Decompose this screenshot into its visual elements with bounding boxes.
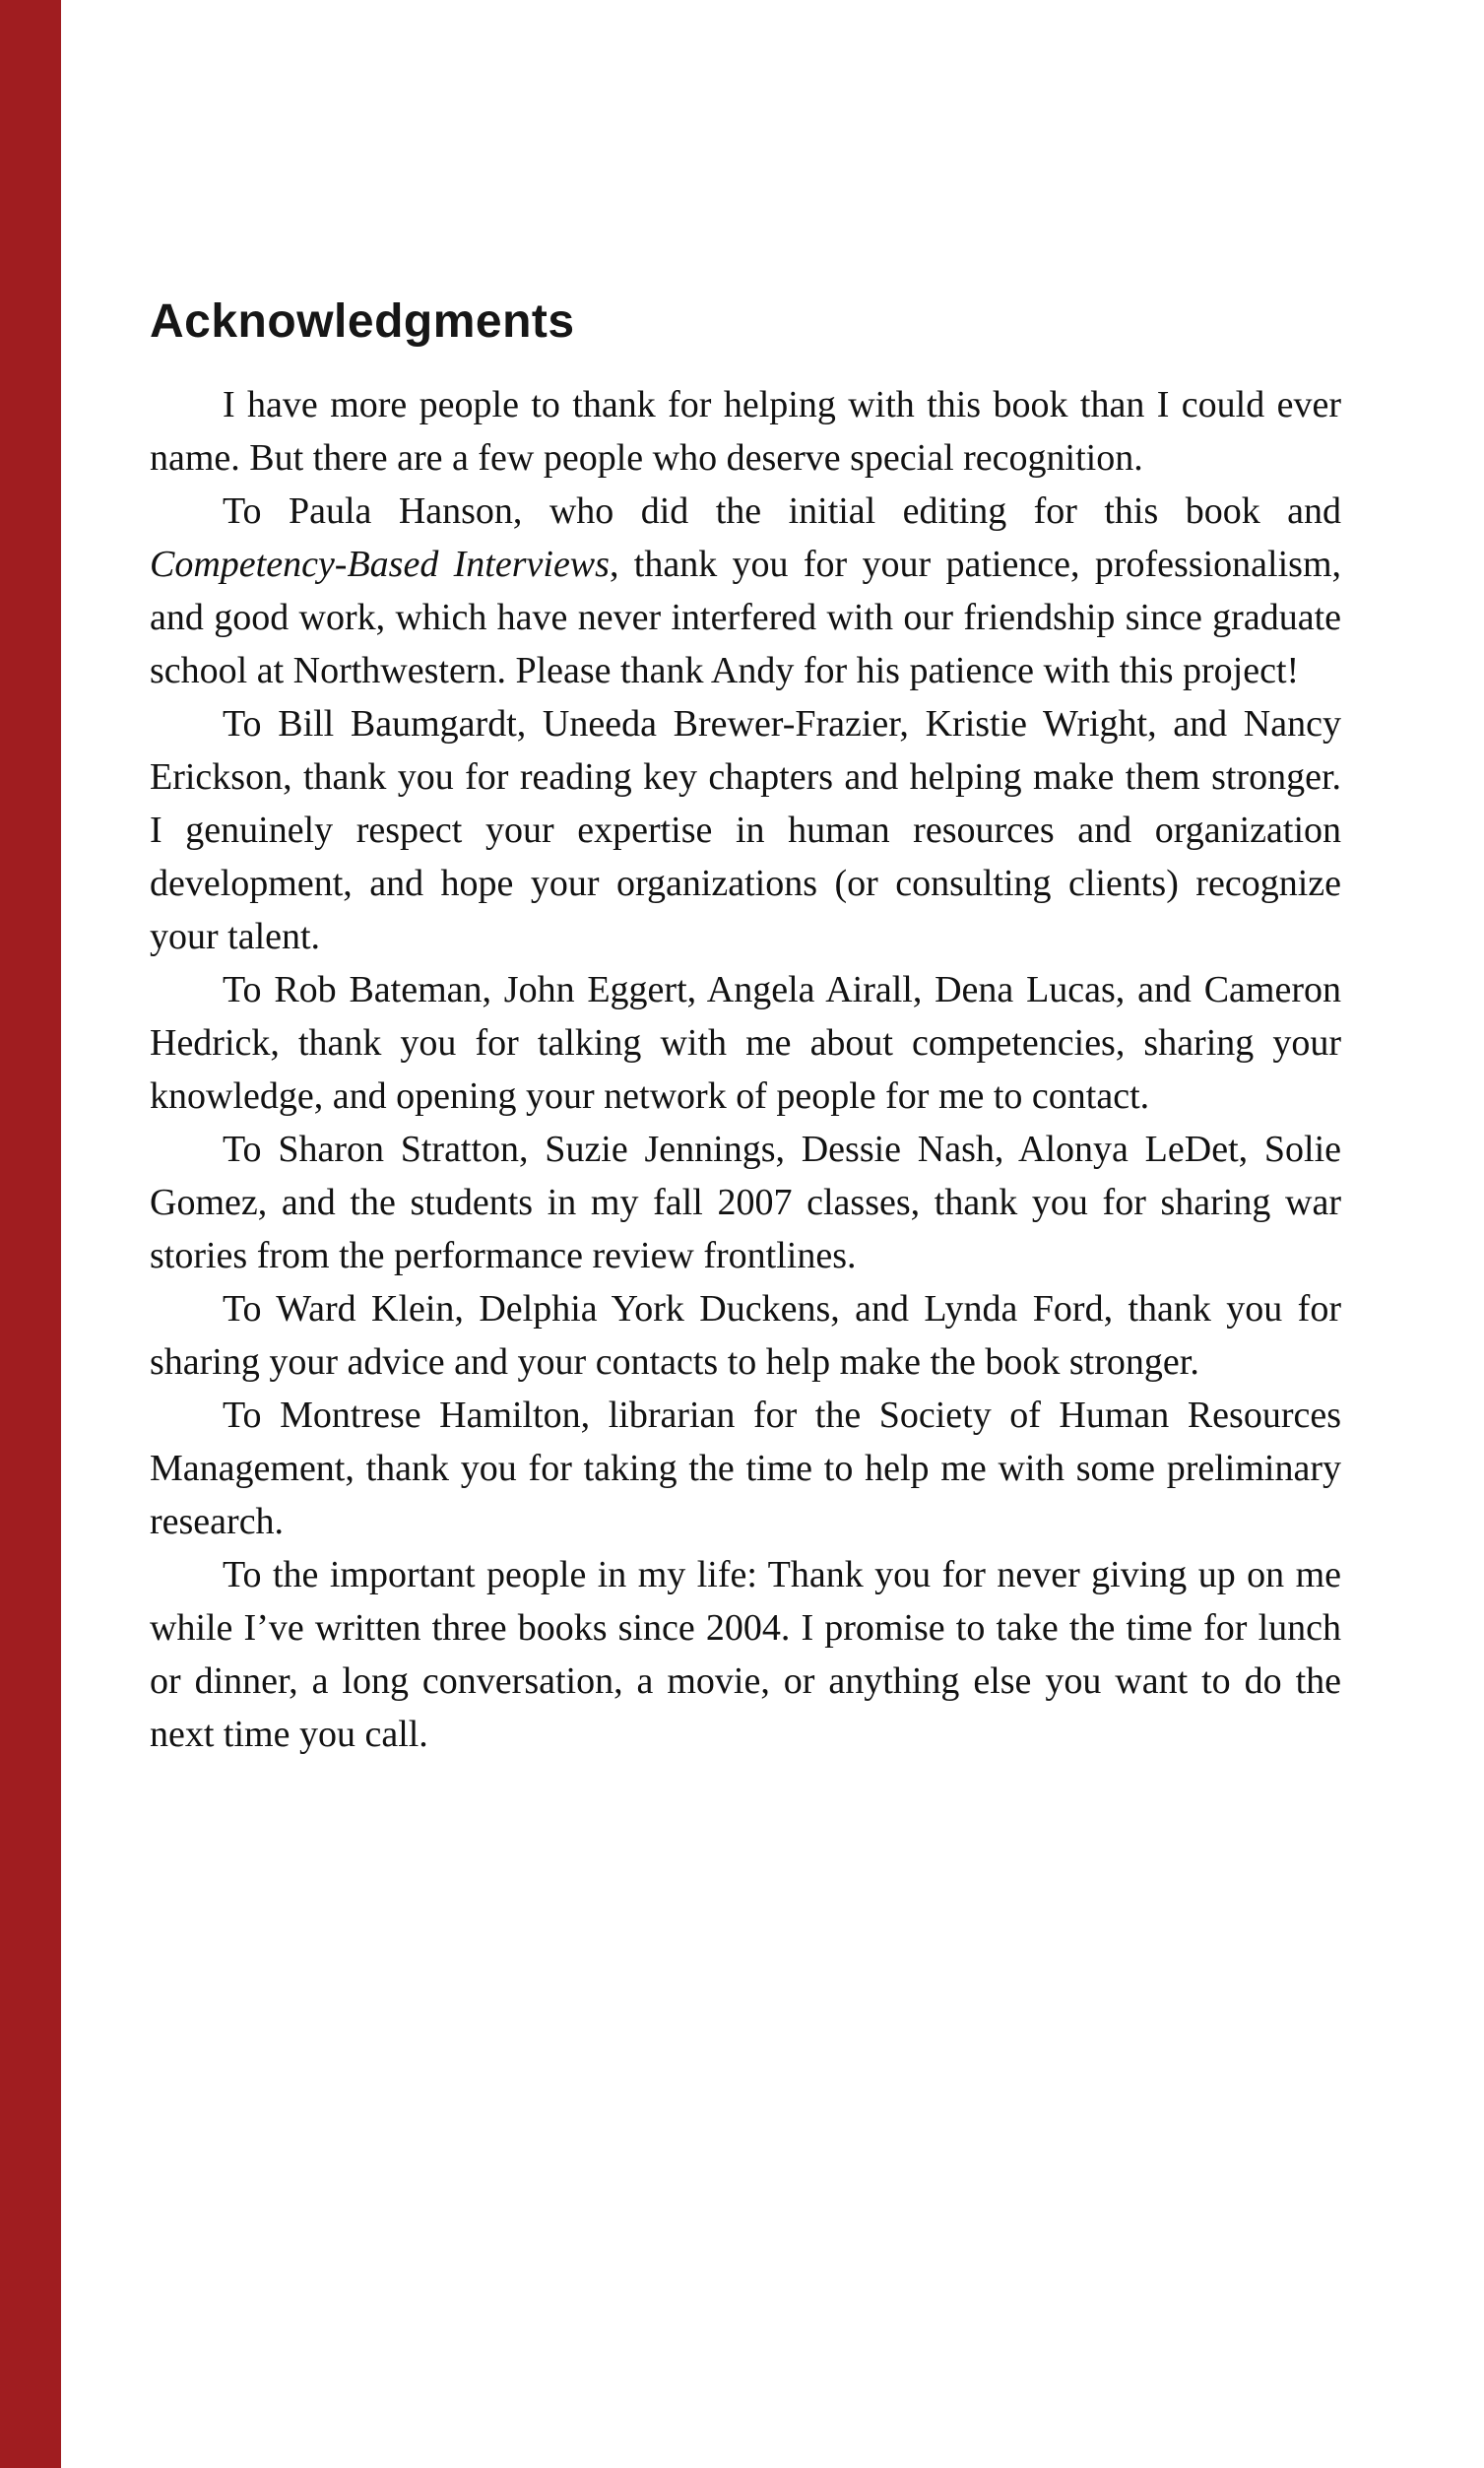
page-title: Acknowledgments — [150, 295, 575, 348]
paragraph — [150, 485, 1341, 697]
text-run: To Sharon Stratton, Suzie Jennings, Dessie Nash, Alonya LeDet, Solie Gomez, and the students in my fall 2007 classes, thank you for sharing war stories from the performance review frontlines. — [150, 1129, 1341, 1276]
text-run: I have more people to thank for helping with this book than I could ever name. But there are a few people who deserve special recognition. — [150, 384, 1341, 479]
text-run: To the important people in my life: Thank you for never giving up on me while I’ve written three books since 2004. I promise to take the time for lunch or dinner, a long conversation, a movie, or anything else you want to do the next time you call. — [150, 1554, 1341, 1755]
page-content — [150, 295, 1341, 1761]
paragraph — [150, 1389, 1341, 1548]
paragraph — [150, 1548, 1341, 1761]
paragraph — [150, 378, 1341, 485]
text-run: To Ward Klein, Delphia York Duckens, and Lynda Ford, thank you for sharing your advice and your contacts to help make the book stronger. — [150, 1288, 1341, 1383]
text-run: To Rob Bateman, John Eggert, Angela Airall, Dena Lucas, and Cameron Hedrick, thank you for talking with me about competencies, sharing your knowledge, and opening your network of people for me to contact. — [150, 969, 1341, 1117]
paragraph — [150, 1282, 1341, 1389]
paragraph — [150, 1123, 1341, 1282]
paragraph — [150, 697, 1341, 963]
spine-stripe — [0, 0, 61, 2468]
text-run: To Paula Hanson, who did the initial editing for this book and — [223, 490, 1341, 532]
text-run: , thank you for your patience, professionalism, and good work, which have never interfered with our friendship since graduate school at Northwestern. Please thank Andy for his patience with this project! — [150, 544, 1341, 691]
text-run: Competency-Based Interviews — [150, 544, 610, 585]
text-run: To Montrese Hamilton, librarian for the Society of Human Resources Management, thank you for taking the time to help me with some preliminary research. — [150, 1395, 1341, 1542]
acknowledgments-text — [150, 378, 1341, 1761]
paragraph — [150, 963, 1341, 1123]
text-run: To Bill Baumgardt, Uneeda Brewer-Frazier, Kristie Wright, and Nancy Erickson, thank you for reading key chapters and helping make them stronger. I genuinely respect your expertise in human resources and organization development, and hope your organizations (or consulting clients) recognize your talent. — [150, 703, 1341, 957]
